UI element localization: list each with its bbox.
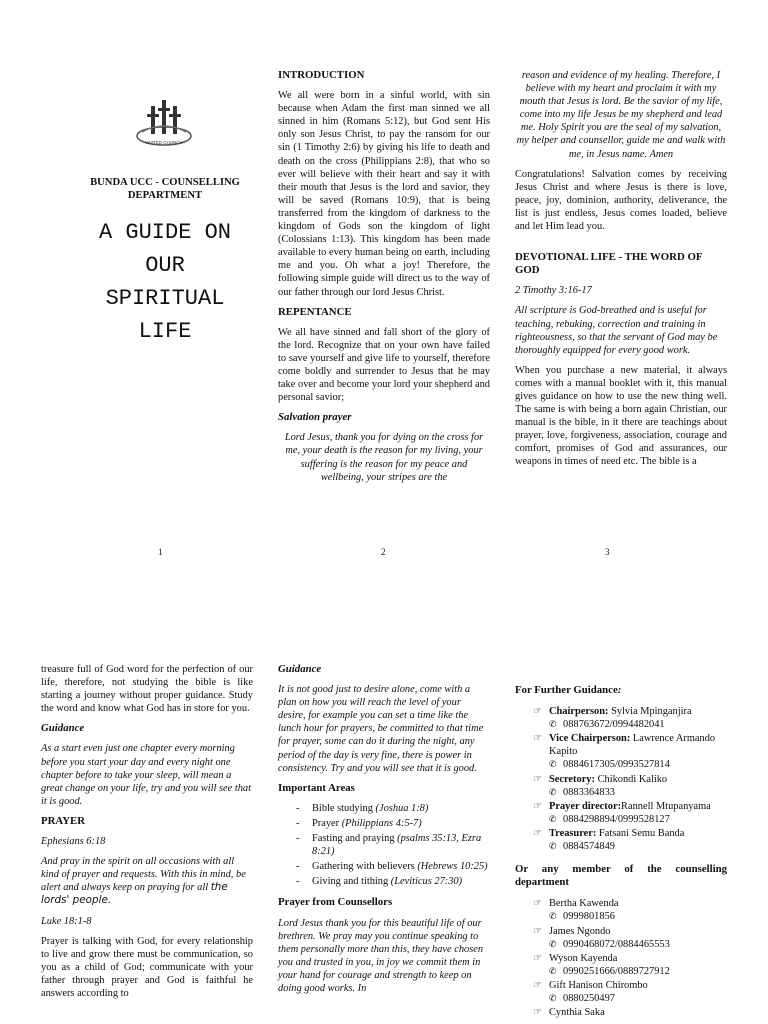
list-item: ☞ Cynthia Saka — [533, 1007, 605, 1019]
title-line: A GUIDE ON — [98, 220, 232, 245]
cover-title-block — [60, 176, 270, 348]
list-item: ☞ Wyson Kayenda ✆ 0990251666/0889727912 — [533, 952, 670, 977]
members-heading: Or any member of the counselling department — [515, 863, 727, 889]
phone-icon: ✆ — [549, 841, 557, 852]
repentance-heading: REPENTANCE — [278, 305, 352, 318]
phone-icon: ✆ — [549, 759, 557, 770]
phone-icon: ✆ — [549, 719, 557, 730]
officials-list — [515, 705, 727, 853]
prayer-heading: PRAYER — [41, 814, 85, 827]
salvation-prayer-text: Lord Jesus, thank you for dying on the cross for me, your death is the reason for my living, your suffering is the reason for my peace and wellbeing, your stripes are the — [284, 432, 484, 483]
church-logo — [134, 96, 194, 148]
logo-caption: UNITED CHURCH — [145, 140, 183, 145]
phone-icon: ✆ — [549, 965, 557, 976]
guidance-heading: Guidance — [41, 722, 85, 735]
list-item: - Fasting and praying (psalms 35:13, Ezra 8:21) — [296, 833, 482, 858]
page-4-column — [41, 663, 253, 1007]
pointing-hand-icon: ☞ — [533, 1007, 542, 1019]
introduction-heading: INTRODUCTION — [278, 69, 365, 81]
devotional-continued: treasure full of God word for the perfection of our life, therefore, not studying the bible is like starting a journey without proper guidance. Study the word and know what God has in store for you. — [41, 664, 253, 715]
prayer-reference: Ephesians 6:18 — [41, 836, 106, 848]
phone-icon: ✆ — [549, 911, 557, 922]
pointing-hand-icon: ☞ — [533, 979, 542, 991]
list-item: ☞ James Ngondo ✆ 0990468072/0884465553 — [533, 925, 670, 950]
list-item: ☞ Chairperson: Sylvia Mpinganjira ✆ 088763672/0994482041 — [533, 706, 692, 731]
list-item: ☞ Treasurer: Fatsani Semu Banda ✆ 0884574849 — [533, 827, 685, 853]
important-areas-heading: Important Areas — [278, 781, 355, 794]
page-2-column — [278, 69, 490, 491]
congratulations-text: Congratulations! Salvation comes by receiving Jesus Christ and where Jesus is there is love, peace, joy, dominion, authority, deliverance, the list is just endless, Jesus comes loaded, believe and let Him lead you. — [515, 168, 727, 233]
phone-icon: ✆ — [549, 938, 557, 949]
devotional-heading: DEVOTIONAL LIFE - THE WORD OF GOD — [515, 251, 703, 277]
devotional-reference: 2 Timothy 3:16-17 — [515, 285, 592, 297]
list-item: ☞ Secretory: Chikondi Kaliko ✆ 0883364833 — [533, 773, 668, 798]
title-line: SPIRITUAL — [105, 286, 225, 311]
list-item: ☞ Vice Chairperson: Lawrence Armando Kapito ✆ 0884617305/0993527814 — [533, 733, 716, 771]
page-6-column — [515, 684, 727, 1020]
list-item: - Bible studying (Joshua 1:8) — [296, 802, 429, 814]
pointing-hand-icon: ☞ — [533, 706, 542, 718]
page-number: 1 — [158, 547, 163, 557]
pointing-hand-icon: ☞ — [533, 925, 542, 937]
prayer-text: Prayer is talking with God, for every relationship to live and grow there must be communication, so you as a child of God; communicate with your father through prayer and God is faithful he answers according to — [41, 935, 253, 999]
guide-title — [60, 216, 270, 348]
further-guidance-heading: For Further Guidance: — [515, 684, 622, 696]
counsellors-prayer-text: Lord Jesus thank you for this beautiful life of our brethren. We pray may you continue speaking to them personally more than this, they have chosen you and trusted in you, in joy we commit them in your hand for courage and strength to keep on doing good works. In — [278, 917, 484, 994]
page-5-column — [278, 663, 490, 1002]
repentance-text: We all have sinned and fall short of the glory of the lord. Recognize that on your own have failed to save yourself and give life to yourself, therefore come boldly and surrender to Jesus that he may take over and become your lord your shepherd and personal savior; — [278, 326, 490, 404]
introduction-text: We all were born in a sinful world, with sin because when Adam the first man sinned we all sinned in him (Romans 5:12), but God sent His only son Jesus Christ, to pay the ransom for our sin (1 Timothy 2:6) by giving his life to death and death on the cross (Philippians 2:8), that who so ever will believe with their heart and say it with their mouth that Jesus is the lord and savior, they will be saved (Romans 10:9), that is being transferred from the kingdom of darkness to the kingdom of Gods son the kingdom of light (Colossians 1:13). This kingdom has been made available to every human being on earth, including me and you. Oh what a joy! Therefore, the following simple guide will direct us to the way of our father through our lord Jesus Christ. — [278, 90, 490, 298]
title-line: OUR — [145, 253, 185, 278]
list-item: ☞ Bertha Kawenda ✆ 0999801856 — [533, 898, 619, 923]
important-areas-list — [278, 802, 490, 889]
pointing-hand-icon: ☞ — [533, 800, 542, 812]
pointing-hand-icon: ☞ — [533, 773, 542, 785]
salvation-prayer-heading: Salvation prayer — [278, 411, 352, 424]
department-name: BUNDA UCC - COUNSELLING DEPARTMENT — [90, 177, 240, 201]
title-line: LIFE — [138, 319, 192, 344]
list-item: ☞ Gift Hanison Chirombo ✆ 0880250497 — [533, 979, 648, 1004]
devotional-quote: All scripture is God-breathed and is useful for teaching, rebuking, correction and training in righteousness, so that the servant of God may be thoroughly equipped for every good work. — [515, 305, 718, 356]
devotional-text: When you purchase a new material, it always comes with a manual booklet with it, this manual gives guidance on how to use the new thing well. The same is with being a born again Christian, our manual is the bible, in it there are teachings about prayer, love, forgiveness, association, courage and comfort, promises of God and assurances, our weapons in times of need etc. The bible is a — [515, 364, 727, 468]
guidance-heading: Guidance — [278, 663, 322, 675]
page-3-column — [515, 69, 727, 476]
pointing-hand-icon: ☞ — [533, 898, 542, 910]
members-list — [515, 897, 727, 1019]
counsellors-prayer-heading: Prayer from Counsellors — [278, 896, 393, 909]
list-item: - Prayer (Philippians 4:5-7) — [296, 817, 422, 829]
guidance-text: It is not good just to desire alone, come with a plan on how you will reach the level of your desire, for example you can set a time like the lunch hour for prayers, be committed to that time for prayer, some can do it during the night, any period of the day is very fine, there is power in consistency. Try and you will see that it is good. — [278, 684, 484, 774]
pointing-hand-icon: ☞ — [533, 827, 542, 839]
guidance-text: As a start even just one chapter every morning before you start your day and every night one chapter before to take your sleep, will mean a great change on your life, try and you will see that it is good. — [41, 743, 251, 807]
phone-icon: ✆ — [549, 786, 557, 797]
prayer-reference-2: Luke 18:1-8 — [41, 915, 92, 927]
salvation-prayer-continued: reason and evidence of my healing. Therefore, I believe with my heart and proclaim it with my mouth that Jesus is lord. Be the savior of my life, come into my life Jesus be my shepherd and lead me. Holy Spirit you are the seal of my salvation, my helper and counsellor, guide me and walk with me, in Jesus name. Amen — [516, 70, 726, 160]
page-number: 3 — [605, 547, 610, 557]
prayer-quote-part: the lords' people. — [41, 881, 228, 907]
page-number: 2 — [381, 547, 386, 557]
prayer-quote — [41, 855, 253, 907]
prayer-quote-part: And pray in the spirit on all occasions with all kind of prayer and requests. With this in mind, be alert and always keep on praying for all — [41, 856, 246, 894]
list-item: - Gathering with believers (Hebrews 10:25) — [296, 861, 488, 873]
list-item: ☞ Prayer director:Rannell Mtupanyama ✆ 0884298894/0999528127 — [533, 800, 711, 825]
pointing-hand-icon: ☞ — [533, 952, 542, 964]
list-item: - Giving and tithing (Leviticus 27:30) — [296, 876, 463, 888]
phone-icon: ✆ — [549, 813, 557, 824]
phone-icon: ✆ — [549, 992, 557, 1003]
pointing-hand-icon: ☞ — [533, 733, 542, 745]
